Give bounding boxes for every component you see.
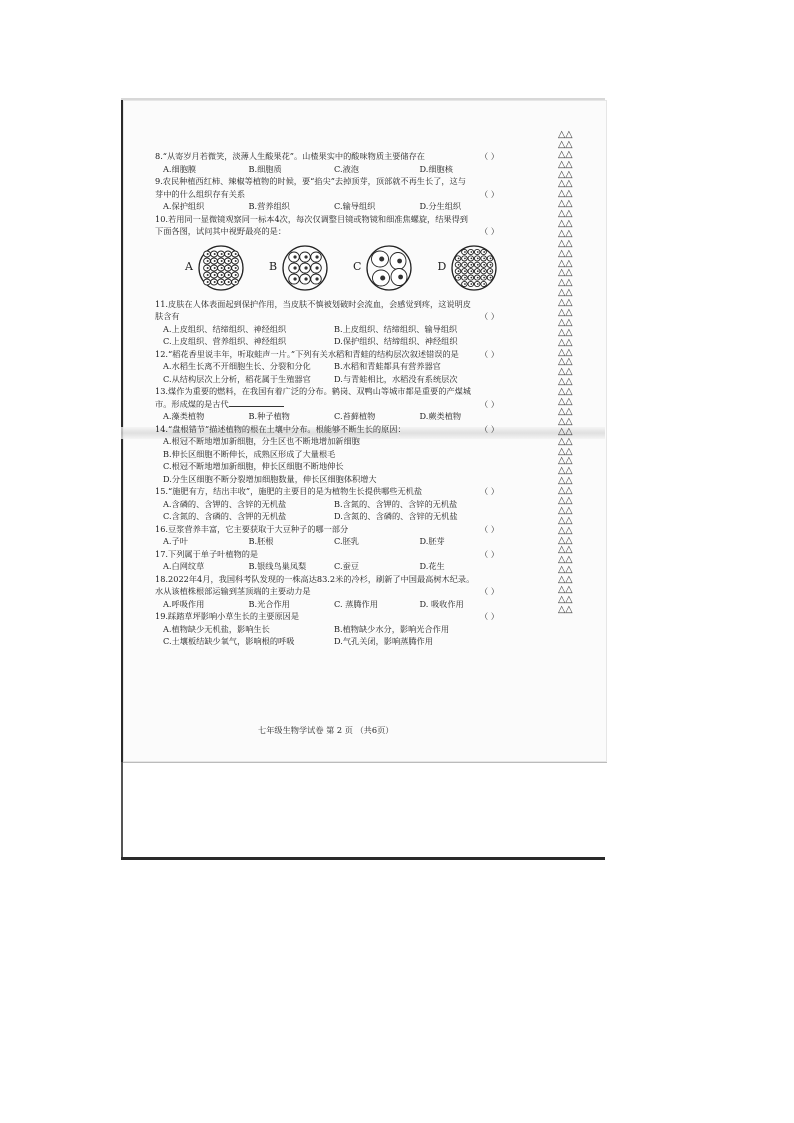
triangle-mark: △△ [558,544,573,556]
question-stem-text: 12.“稻花香里说丰年，听取蛙声一片。”下列有关水稻和青蛙的结构层次叙述错误的是 [155,348,459,359]
answer-options-row [163,560,505,573]
question-stem-line [155,175,505,188]
answer-bracket: （ ） [480,398,499,409]
triangle-mark: △△ [558,376,573,388]
question-stem-line [155,398,505,411]
answer-option: B.水稻和青蛙都具有营养器官 [334,361,441,371]
answer-option: B.银线鸟巢凤梨 [248,561,307,571]
answer-option: A.上皮组织、结缔组织、神经组织 [163,323,287,334]
answer-bracket: （ ） [480,486,499,496]
triangle-mark: △△ [558,603,573,615]
triangle-mark: △△ [558,138,573,150]
triangle-mark: △△ [558,188,573,200]
question-stem-text: 下面各图，试问其中视野最亮的是： [155,226,287,236]
answer-option: B.植物缺少水分，影响光合作用 [334,623,450,634]
question-stem-line [155,385,505,398]
answer-options-row [163,373,505,386]
question-stem-line [155,485,505,498]
triangle-mark: △△ [558,485,573,497]
answer-option: D.细胞核 [419,163,453,174]
scan-edge-left [121,762,123,859]
answer-options-row [163,335,505,348]
triangle-mark: △△ [558,574,573,586]
triangle-mark: △△ [558,257,573,269]
question-stem-line [155,348,505,361]
question-stem-text: 19.踩踏草坪影响小草生长的主要原因是 [155,611,300,621]
answer-option: B.光合作用 [248,598,290,609]
triangle-mark: △△ [558,504,573,516]
triangle-mark: △△ [558,455,573,467]
answer-option: D.分生组织 [419,201,462,211]
answer-bracket: （ ） [480,523,499,534]
answer-option: B.营养组织 [248,201,290,211]
question-stem-line [155,310,505,323]
answer-option: D.分生区细胞不断分裂增加细胞数量，伸长区细胞体积增大 [163,473,377,484]
answer-option: A.根冠不断地增加新细胞，分生区也不断地增加新细胞 [163,436,360,446]
triangle-mark: △△ [558,287,573,299]
answer-option: C.蚕豆 [334,561,359,571]
answer-option: B.伸长区细胞不断伸长，成熟区形成了大量根毛 [163,448,336,459]
answer-option: B.细胞质 [248,163,282,174]
figure-label: A [185,260,193,274]
triangle-mark: △△ [558,237,573,249]
triangle-mark: △△ [558,564,573,576]
answer-option: C.土壤板结缺少氧气，影响根的呼吸 [163,636,295,646]
question-stem-text: 市。形成煤的是古代 [155,398,229,409]
question-stem-text: 芽中的什么组织存有关系 [155,188,246,199]
question-stem-text: 16.豆浆营养丰富，它主要获取于大豆种子的哪一部分 [155,523,349,534]
answer-option: B.含氮的、含钾的、含锌的无机盐 [334,498,458,509]
triangle-mark: △△ [558,148,573,160]
answer-option: A.白网纹草 [163,561,205,571]
question-stem-text: 水从该植株根部运输到茎顶端的主要动力是 [155,586,311,596]
question-stem-text: 13.煤作为重要的燃料，在我国有着广泛的分布。鹤岗、双鸭山等城市都是重要的产煤城 [155,386,471,396]
answer-bracket: （ ） [480,586,499,596]
question-stem-text: 11.皮肤在人体表面起到保护作用，当皮肤不慎被划破时会流血，会感觉到疼，这说明皮 [155,298,471,309]
answer-option: D.保护组织、结缔组织、神经组织 [334,336,458,346]
answer-option: C.根冠不断地增加新细胞，伸长区细胞不断地伸长 [163,461,344,471]
answer-option: C.胚乳 [334,536,359,546]
answer-options-row [163,323,505,336]
answer-bracket: （ ） [480,188,499,199]
answer-option: A.水稻生长离不开细胞生长、分裂和分化 [163,361,311,371]
answer-bracket: （ ） [480,151,499,161]
answer-option: C.苔藓植物 [334,411,376,421]
triangle-mark: △△ [558,524,573,536]
triangle-mark: △△ [558,326,573,338]
triangle-mark: △△ [558,396,573,408]
answer-option: D.花生 [419,561,445,571]
triangle-mark: △△ [558,425,573,437]
answer-options-row [163,510,505,523]
triangle-mark: △△ [558,158,573,170]
answer-option: A.细胞膜 [163,163,197,174]
triangle-mark: △△ [558,366,573,378]
question-stem-text: 18.2022年4月，我国科考队发现的一株高达83.2米的冷杉，刷新了中国最高树木纪录。 [155,573,475,584]
question-stem-text: 17.下列属于单子叶植物的是 [155,548,259,559]
triangle-mark: △△ [558,198,573,210]
triangle-mark: △△ [558,593,573,605]
answer-option: C.输导组织 [334,201,376,211]
question-stem-text: 10.若用同一显微镜观察同一标本4次，每次仅调整目镜或物镜和细准焦螺旋，结果得到 [155,213,468,224]
question-stem-text: 肤含有 [155,311,180,321]
answer-option: D.胚芽 [419,536,445,546]
triangle-mark: △△ [558,277,573,289]
answer-options-row [163,623,505,636]
answer-option: D.蕨类植物 [419,411,462,421]
triangle-mark: △△ [558,494,573,506]
figure-label: B [268,260,278,274]
triangle-margin-column [558,130,580,615]
answer-options-row [163,535,505,548]
triangle-mark: △△ [558,316,573,328]
triangle-mark: △△ [558,415,573,427]
answer-option: A.藻类植物 [163,411,205,421]
answer-bracket: （ ） [480,611,499,621]
microscope-view-a [197,244,245,292]
answer-options-row [163,635,505,648]
triangle-mark: △△ [558,405,573,417]
answer-option: C. 蒸腾作用 [334,598,378,609]
question-stem-line [155,523,505,536]
answer-option: C.液泡 [334,163,359,174]
triangle-mark: △△ [558,465,573,477]
question-stem-line [155,585,505,598]
answer-option: A.子叶 [163,536,188,546]
question-list [155,150,505,648]
question-stem-text: 9.农民种植西红柿、辣椒等植物的时候，要“掐尖”去掉顶芽，顶部就不再生长了，这与 [155,176,466,186]
triangle-mark: △△ [558,435,573,447]
triangle-mark: △△ [558,307,573,319]
question-stem-line [155,213,505,226]
answer-options-row [163,163,505,176]
answer-options-row [163,360,505,373]
answer-bracket: （ ） [480,311,499,321]
triangle-mark: △△ [558,129,573,140]
question-stem-line [155,610,505,623]
answer-bracket: （ ） [480,423,499,434]
triangle-mark: △△ [558,247,573,259]
question-stem-line [155,188,505,201]
triangle-mark: △△ [558,178,573,190]
triangle-mark: △△ [558,336,573,348]
answer-option: A.含磷的、含钾的、含锌的无机盐 [163,498,287,509]
question-stem-line [155,423,505,436]
answer-option: A.呼吸作用 [163,598,205,609]
triangle-mark: △△ [558,218,573,230]
question-stem-line [155,225,505,238]
triangle-mark: △△ [558,554,573,566]
answer-options-row [163,410,505,423]
triangle-mark: △△ [558,297,573,309]
answer-options-row [163,200,505,213]
triangle-mark: △△ [558,445,573,457]
question-stem-text: 14.“盘根错节”描述植物的根在土壤中分布。根能够不断生长的原因： [155,423,406,434]
answer-options-row [163,498,505,511]
microscope-figure-row [185,240,505,296]
figure-label: D [437,260,447,274]
microscope-view-d [450,244,498,292]
triangle-mark: △△ [558,168,573,180]
triangle-mark: △△ [558,475,573,487]
triangle-mark: △△ [558,346,573,358]
answer-bracket: （ ） [480,226,499,236]
answer-option: D.气孔关闭，影响蒸腾作用 [334,636,433,646]
triangle-mark: △△ [558,356,573,368]
triangle-mark: △△ [558,227,573,239]
page-footer: 七年级生物学试卷 第 2 页 （共6页） [258,725,394,735]
triangle-mark: △△ [558,583,573,595]
answer-bracket: （ ） [480,548,499,559]
answer-option: D.与青蛙相比，水稻没有系统层次 [334,373,458,384]
triangle-mark: △△ [558,208,573,220]
triangle-mark: △△ [558,386,573,398]
microscope-view-b [281,244,329,292]
answer-option: C.上皮组织、营养组织、神经组织 [163,336,287,346]
figure-label: C [353,260,362,274]
question-stem-line [155,150,505,163]
triangle-mark: △△ [558,534,573,546]
answer-option: B.上皮组织、结缔组织、输导组织 [334,323,458,334]
question-stem-line [155,548,505,561]
microscope-view-c [365,244,413,292]
triangle-mark: △△ [558,514,573,526]
answer-option: A.保护组织 [163,201,205,211]
answer-option: D.含氮的、含磷的、含锌的无机盐 [334,511,458,521]
triangle-mark: △△ [558,267,573,279]
answer-option: A.植物缺少无机盐，影响生长 [163,623,270,634]
answer-option: C.从结构层次上分析，稻花属于生殖器官 [163,373,311,384]
question-stem-line [155,298,505,311]
question-stem-text: 8.“从寄岁月若微笑，淡薄人生酸果花”。山楂果实中的酸味物质主要储存在 [155,151,425,161]
question-stem-text: 15.“施肥有方，结出丰收”，施肥的主要目的是为植物生长提供哪些无机盐 [155,486,423,496]
scan-edge-bottom [121,857,605,860]
answer-option: C.含氮的、含磷的、含钾的无机盐 [163,511,287,521]
answer-option: B.胚根 [248,536,274,546]
answer-bracket: （ ） [480,348,499,359]
answer-option: B.种子植物 [248,411,290,421]
answer-options-row [163,598,505,611]
answer-blank [229,398,284,407]
question-stem-line [155,573,505,586]
answer-option: D. 吸收作用 [419,598,464,609]
